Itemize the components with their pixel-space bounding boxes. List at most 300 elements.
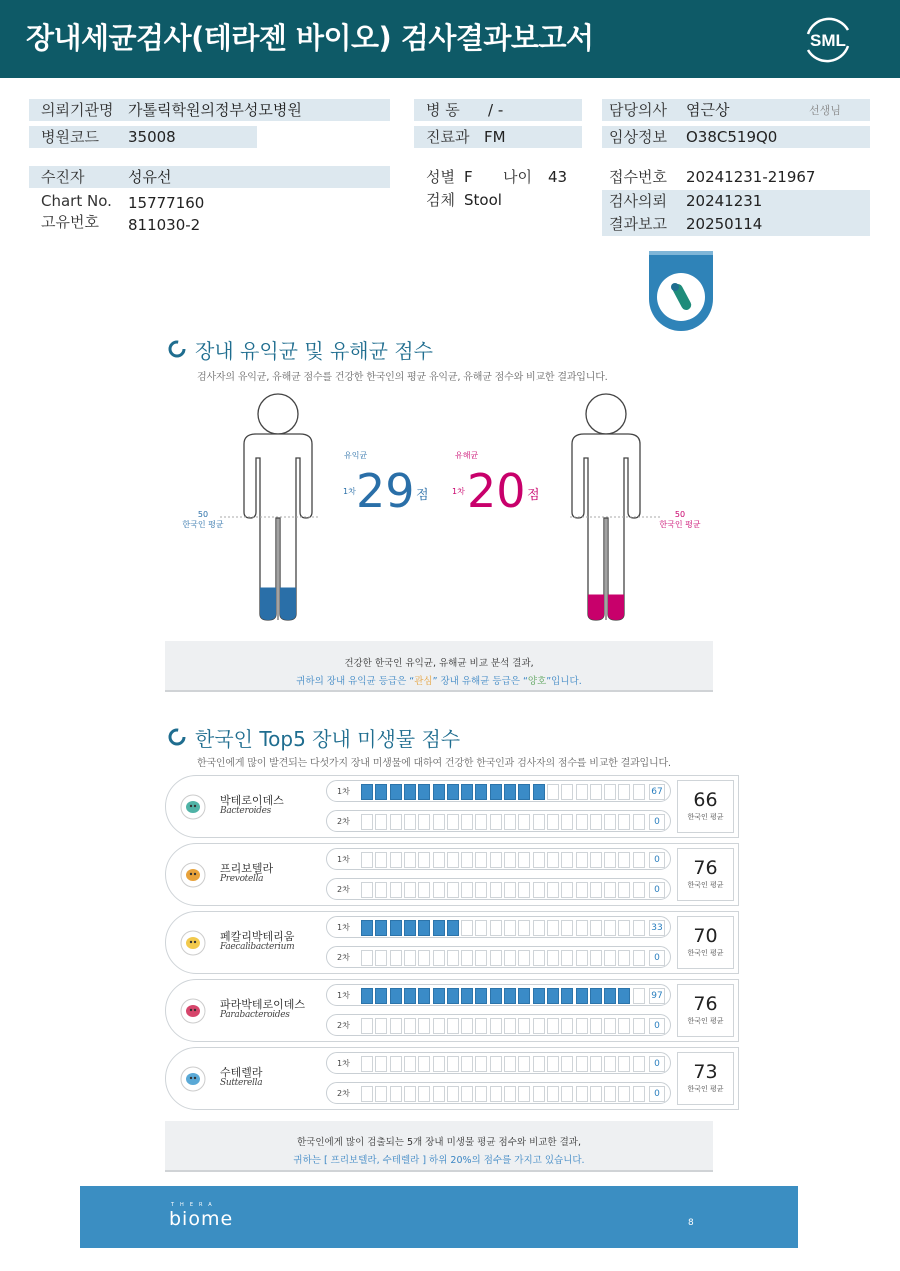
score-cell-empty	[490, 1018, 502, 1034]
score-cell-empty	[590, 852, 602, 868]
score-cell-empty	[461, 1056, 473, 1072]
footer-brand-top: THERA	[171, 1202, 218, 1208]
request-label: 검사의뢰	[609, 192, 667, 210]
harmful-avg-value: 50	[674, 510, 686, 519]
score-cell-filled	[404, 784, 416, 800]
harmful-score: 20	[467, 464, 526, 518]
score-cell-empty	[504, 882, 516, 898]
harmful-avg-label: 한국인 평균	[659, 520, 701, 529]
harmful-round: 1차	[452, 487, 465, 496]
score-cell-empty	[633, 1018, 645, 1034]
score-cell-empty	[618, 920, 630, 936]
microbe-icon	[180, 1066, 206, 1092]
score-cell-empty	[433, 1086, 445, 1102]
round1-cells	[361, 852, 647, 868]
score-cell-filled	[518, 988, 530, 1004]
score-cell-empty	[461, 882, 473, 898]
round2-label: 2차	[337, 817, 350, 826]
score-cell-empty	[518, 920, 530, 936]
microbe-icon	[180, 862, 206, 888]
beneficial-label: 유익균	[344, 451, 368, 460]
score-cell-empty	[604, 784, 616, 800]
score-cell-empty	[590, 1086, 602, 1102]
score-cell-empty	[390, 814, 402, 830]
score-cell-empty	[576, 920, 588, 936]
microbe-icon	[180, 930, 206, 956]
round2-track	[326, 878, 671, 900]
score-cell-filled	[461, 784, 473, 800]
korean-average-label: 한국인 평균	[687, 1017, 724, 1025]
microbe-korean-name: 파라박테로이데스	[220, 998, 306, 1011]
microbe-row	[165, 1047, 739, 1110]
round2-cells	[361, 1086, 647, 1102]
score-cell-empty	[576, 784, 588, 800]
specimen-tube-icon	[649, 251, 713, 331]
score-cell-filled	[475, 988, 487, 1004]
score-cell-empty	[433, 882, 445, 898]
microbe-row	[165, 911, 739, 974]
score-cell-empty	[475, 950, 487, 966]
score-cell-empty	[590, 814, 602, 830]
report-date-value: 20250114	[686, 215, 763, 233]
score-cell-empty	[404, 1056, 416, 1072]
score-cell-empty	[404, 1086, 416, 1102]
score-cell-empty	[533, 882, 545, 898]
score-cell-empty	[475, 1086, 487, 1102]
round1-score: 0	[649, 852, 665, 868]
age-value: 43	[548, 168, 568, 186]
korean-average-label: 한국인 평균	[687, 949, 724, 957]
receipt-value: 20241231-21967	[686, 168, 816, 186]
score-cell-empty	[533, 1018, 545, 1034]
score-cell-empty	[404, 950, 416, 966]
ward-label: 병 동	[426, 101, 460, 119]
score-cell-empty	[618, 852, 630, 868]
score-cell-empty	[433, 1018, 445, 1034]
score-cell-empty	[490, 950, 502, 966]
microbe-latin-name: Sutterella	[220, 1078, 263, 1088]
score-cell-empty	[475, 852, 487, 868]
score-cell-empty	[375, 1086, 387, 1102]
korean-average-box	[677, 1052, 734, 1105]
leg-fill	[588, 595, 604, 621]
beneficial-unit: 점	[416, 488, 429, 503]
score-cell-empty	[518, 950, 530, 966]
round1-track	[326, 916, 671, 938]
hospital-value: 가톨릭학원의정부성모병원	[128, 101, 302, 119]
korean-average-label: 한국인 평균	[687, 813, 724, 821]
hospital-label: 의뢰기관명	[41, 101, 114, 119]
doctor-value: 염근상	[686, 101, 730, 119]
score-cell-empty	[418, 1056, 430, 1072]
score-cell-empty	[633, 814, 645, 830]
round2-score: 0	[649, 950, 665, 966]
score-cell-filled	[433, 920, 445, 936]
score-cell-empty	[633, 920, 645, 936]
round2-cells	[361, 950, 647, 966]
score-cell-empty	[404, 814, 416, 830]
leg-fill	[608, 595, 624, 621]
score-cell-empty	[604, 1018, 616, 1034]
score-cell-empty	[590, 950, 602, 966]
score-cell-empty	[490, 1056, 502, 1072]
score-cell-filled	[561, 988, 573, 1004]
round2-label: 2차	[337, 885, 350, 894]
score-cell-empty	[561, 852, 573, 868]
score-cell-filled	[533, 988, 545, 1004]
microbe-latin-name: Faecalibacterium	[220, 942, 295, 952]
score-cell-filled	[361, 784, 373, 800]
round2-label: 2차	[337, 1021, 350, 1030]
score-cell-empty	[418, 814, 430, 830]
score-cell-empty	[576, 950, 588, 966]
korean-average-box	[677, 984, 734, 1037]
score-cell-empty	[504, 920, 516, 936]
specimen-label: 검체	[426, 191, 455, 209]
score-cell-empty	[390, 852, 402, 868]
score-cell-empty	[533, 950, 545, 966]
score-cell-empty	[361, 950, 373, 966]
round1-track	[326, 1052, 671, 1074]
score-cell-empty	[518, 1056, 530, 1072]
doctor-suffix: 선생님	[809, 104, 841, 117]
receipt-label: 접수번호	[609, 168, 667, 186]
score-cell-filled	[418, 988, 430, 1004]
patient-label: 수진자	[41, 168, 85, 186]
microbe-korean-name: 프리보텔라	[220, 862, 274, 875]
score-cell-empty	[547, 784, 559, 800]
korean-average-score: 66	[693, 789, 718, 811]
korean-average-score: 76	[693, 993, 718, 1015]
score-cell-filled	[418, 784, 430, 800]
footer-brand: biome	[169, 1208, 234, 1230]
microbe-row	[165, 775, 739, 838]
score-cell-empty	[533, 1086, 545, 1102]
score-cell-empty	[576, 882, 588, 898]
score-cell-empty	[561, 882, 573, 898]
round1-label: 1차	[337, 855, 350, 864]
round1-cells	[361, 784, 647, 800]
score-cell-empty	[390, 950, 402, 966]
score-cell-empty	[547, 852, 559, 868]
score-cell-empty	[547, 920, 559, 936]
score-cell-empty	[504, 1056, 516, 1072]
korean-average-score: 76	[693, 857, 718, 879]
score-cell-empty	[375, 852, 387, 868]
code-value: 35008	[128, 128, 176, 146]
score-cell-empty	[590, 1056, 602, 1072]
score-cell-empty	[618, 950, 630, 966]
score-cell-filled	[504, 988, 516, 1004]
korean-average-score: 73	[693, 1061, 718, 1083]
score-cell-empty	[604, 920, 616, 936]
score-cell-empty	[547, 814, 559, 830]
score-cell-empty	[390, 1086, 402, 1102]
score-cell-empty	[461, 1086, 473, 1102]
section2-note-line1: 한국인에게 많이 검출되는 5개 장내 미생물 평균 점수와 비교한 결과,	[296, 1137, 582, 1148]
section1-note-line2: 귀하의 장내 유익균 등급은 “관심” 장내 유해균 등급은 “양호”입니다.	[296, 676, 582, 687]
score-cell-empty	[618, 1018, 630, 1034]
score-cell-empty	[447, 1056, 459, 1072]
microbe-row	[165, 979, 739, 1042]
section-ring-icon	[167, 727, 187, 747]
score-cell-empty	[533, 852, 545, 868]
korean-average-score: 70	[693, 925, 718, 947]
score-cell-filled	[375, 784, 387, 800]
score-cell-empty	[447, 852, 459, 868]
round2-track	[326, 810, 671, 832]
section2-note	[165, 1121, 713, 1172]
score-cell-filled	[504, 784, 516, 800]
score-cell-filled	[433, 784, 445, 800]
specimen-value: Stool	[464, 191, 502, 209]
score-cell-empty	[418, 950, 430, 966]
microbe-korean-name: 박테로이데스	[220, 794, 284, 807]
score-cell-empty	[490, 882, 502, 898]
score-cell-empty	[618, 784, 630, 800]
score-cell-filled	[490, 988, 502, 1004]
round1-cells	[361, 1056, 647, 1072]
round1-score: 33	[649, 920, 665, 936]
score-cell-empty	[490, 1086, 502, 1102]
score-cell-filled	[390, 784, 402, 800]
score-cell-empty	[604, 882, 616, 898]
score-cell-filled	[404, 988, 416, 1004]
id-label: 고유번호	[41, 213, 99, 231]
sml-logo-icon	[800, 12, 856, 68]
beneficial-round: 1차	[343, 487, 356, 496]
sex-value: F	[464, 168, 473, 186]
beneficial-grade: 관심	[414, 676, 433, 687]
score-cell-filled	[590, 988, 602, 1004]
score-cell-empty	[375, 814, 387, 830]
round1-label: 1차	[337, 923, 350, 932]
score-cell-filled	[533, 784, 545, 800]
score-cell-empty	[576, 1086, 588, 1102]
round1-label: 1차	[337, 991, 350, 1000]
score-cell-empty	[375, 882, 387, 898]
score-cell-empty	[433, 1056, 445, 1072]
round2-cells	[361, 1018, 647, 1034]
score-cell-empty	[375, 950, 387, 966]
score-cell-empty	[576, 814, 588, 830]
logo-text: SML	[810, 31, 846, 50]
score-cell-empty	[490, 852, 502, 868]
round2-score: 0	[649, 882, 665, 898]
score-cell-empty	[461, 852, 473, 868]
score-cell-empty	[490, 814, 502, 830]
score-cell-empty	[418, 1018, 430, 1034]
microbe-icon	[180, 794, 206, 820]
score-cell-filled	[490, 784, 502, 800]
score-cell-filled	[447, 784, 459, 800]
score-cell-filled	[361, 988, 373, 1004]
score-cell-filled	[361, 920, 373, 936]
score-cell-empty	[604, 1056, 616, 1072]
score-cell-filled	[404, 920, 416, 936]
score-cell-empty	[633, 1056, 645, 1072]
score-cell-empty	[604, 950, 616, 966]
patient-value: 성유선	[128, 168, 172, 186]
score-cell-empty	[547, 882, 559, 898]
score-cell-empty	[361, 1056, 373, 1072]
score-cell-empty	[561, 950, 573, 966]
score-cell-empty	[576, 852, 588, 868]
score-cell-empty	[361, 882, 373, 898]
score-cell-filled	[447, 988, 459, 1004]
score-cell-empty	[361, 852, 373, 868]
harmful-grade: 양호	[527, 676, 547, 687]
korean-average-box	[677, 916, 734, 969]
round1-score: 67	[649, 784, 665, 800]
chart-value: 15777160	[128, 194, 205, 212]
microbe-korean-name: 페칼리박테리움	[220, 930, 295, 943]
score-cell-empty	[504, 950, 516, 966]
page-number: 8	[688, 1218, 694, 1228]
score-cell-empty	[390, 882, 402, 898]
section1-subtitle: 검사자의 유익균, 유해균 점수를 건강한 한국인의 평균 유익균, 유해균 점수와 비교한 결과입니다.	[197, 372, 608, 383]
score-cell-empty	[404, 882, 416, 898]
score-cell-filled	[475, 784, 487, 800]
section1-note-line1: 건강한 한국인 유익균, 유해균 비교 분석 결과,	[344, 658, 534, 669]
score-cell-filled	[604, 988, 616, 1004]
code-label: 병원코드	[41, 128, 99, 146]
score-cell-empty	[433, 852, 445, 868]
microbe-row	[165, 843, 739, 906]
score-cell-empty	[547, 1086, 559, 1102]
age-label: 나이	[503, 168, 532, 186]
section2-title: 한국인 Top5 장내 미생물 점수	[195, 727, 461, 751]
score-cell-empty	[604, 852, 616, 868]
score-cell-empty	[618, 814, 630, 830]
round2-track	[326, 1082, 671, 1104]
ward-value: / -	[488, 101, 504, 119]
score-cell-empty	[518, 1018, 530, 1034]
leg-fill	[260, 587, 276, 620]
score-cell-empty	[547, 1056, 559, 1072]
score-cell-filled	[375, 988, 387, 1004]
beneficial-avg-value: 50	[197, 510, 209, 519]
round1-cells	[361, 920, 647, 936]
chart-label: Chart No.	[41, 192, 112, 210]
score-cell-empty	[561, 1056, 573, 1072]
score-cell-empty	[475, 814, 487, 830]
beneficial-score: 29	[356, 464, 415, 518]
round2-score: 0	[649, 814, 665, 830]
score-cell-filled	[576, 988, 588, 1004]
score-cell-empty	[576, 1018, 588, 1034]
score-cell-empty	[475, 1018, 487, 1034]
score-cell-empty	[461, 1018, 473, 1034]
section-ring-icon	[167, 339, 187, 359]
score-cell-empty	[518, 1086, 530, 1102]
score-cell-empty	[361, 1086, 373, 1102]
score-cell-empty	[633, 1086, 645, 1102]
score-cell-empty	[504, 814, 516, 830]
id-value: 811030-2	[128, 216, 201, 234]
score-cell-empty	[504, 1018, 516, 1034]
clinical-label: 임상정보	[609, 128, 667, 146]
round1-label: 1차	[337, 1059, 350, 1068]
score-cell-empty	[518, 852, 530, 868]
request-value: 20241231	[686, 192, 763, 210]
score-cell-empty	[461, 950, 473, 966]
korean-average-label: 한국인 평균	[687, 881, 724, 889]
dept-label: 진료과	[426, 128, 470, 146]
score-cell-empty	[633, 852, 645, 868]
round1-score: 97	[649, 988, 665, 1004]
score-cell-empty	[490, 920, 502, 936]
footer-bar	[80, 1186, 798, 1248]
score-cell-empty	[590, 882, 602, 898]
beneficial-figure	[230, 390, 326, 622]
score-cell-empty	[390, 1056, 402, 1072]
microbe-latin-name: Prevotella	[220, 874, 264, 884]
section1-note	[165, 641, 713, 692]
score-cell-empty	[561, 814, 573, 830]
score-cell-empty	[561, 784, 573, 800]
section1-title: 장내 유익균 및 유해균 점수	[195, 339, 433, 363]
score-cell-empty	[561, 920, 573, 936]
section2-subtitle: 한국인에게 많이 발견되는 다섯가지 장내 미생물에 대하여 건강한 한국인과 검사자의 점수를 비교한 결과입니다.	[197, 758, 671, 769]
report-header	[0, 0, 900, 78]
score-cell-empty	[633, 950, 645, 966]
round2-label: 2차	[337, 1089, 350, 1098]
score-cell-empty	[404, 852, 416, 868]
score-cell-filled	[375, 920, 387, 936]
score-cell-filled	[390, 920, 402, 936]
score-cell-empty	[475, 920, 487, 936]
leg-fill	[280, 587, 296, 620]
round2-track	[326, 1014, 671, 1036]
score-cell-filled	[461, 988, 473, 1004]
score-cell-empty	[533, 1056, 545, 1072]
beneficial-avg-label: 한국인 평균	[182, 520, 224, 529]
dept-value: FM	[484, 128, 506, 146]
score-cell-empty	[518, 814, 530, 830]
round2-track	[326, 946, 671, 968]
round1-score: 0	[649, 1056, 665, 1072]
korean-average-box	[677, 780, 734, 833]
korean-average-label: 한국인 평균	[687, 1085, 724, 1093]
score-cell-empty	[375, 1056, 387, 1072]
round2-cells	[361, 814, 647, 830]
report-date-label: 결과보고	[609, 215, 667, 233]
section2-note-line2: 귀하는 [ 프리보텔라, 수테렐라 ] 하위 20%의 점수를 가지고 있습니다.	[293, 1155, 585, 1166]
score-cell-empty	[447, 1018, 459, 1034]
score-cell-empty	[461, 920, 473, 936]
harmful-unit: 점	[527, 488, 540, 503]
clinical-value: O38C519Q0	[686, 128, 778, 146]
score-cell-empty	[447, 814, 459, 830]
score-cell-empty	[561, 1018, 573, 1034]
score-cell-filled	[418, 920, 430, 936]
report-title: 장내세균검사(테라젠 바이오) 검사결과보고서	[26, 21, 594, 55]
round2-score: 0	[649, 1018, 665, 1034]
score-cell-empty	[533, 814, 545, 830]
round1-track	[326, 984, 671, 1006]
score-cell-empty	[461, 814, 473, 830]
score-cell-empty	[633, 882, 645, 898]
score-cell-filled	[390, 988, 402, 1004]
score-cell-empty	[504, 1086, 516, 1102]
score-cell-empty	[361, 814, 373, 830]
score-cell-empty	[518, 882, 530, 898]
score-cell-filled	[518, 784, 530, 800]
score-cell-empty	[604, 1086, 616, 1102]
score-cell-filled	[547, 988, 559, 1004]
score-cell-empty	[504, 852, 516, 868]
